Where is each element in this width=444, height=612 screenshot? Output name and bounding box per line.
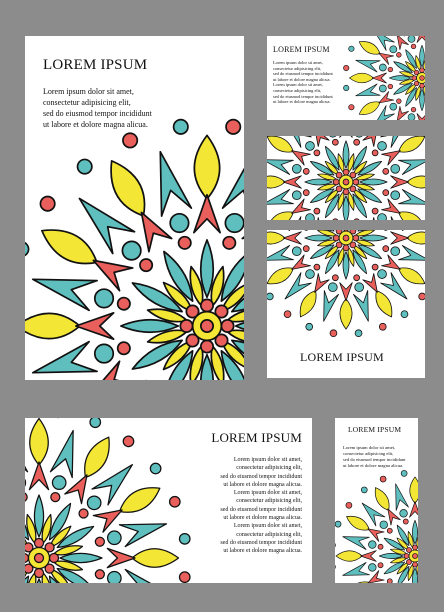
small-flyer-card xyxy=(335,418,418,583)
mandala-dot xyxy=(303,168,309,174)
mandala-shape xyxy=(407,176,425,188)
mandala-shape xyxy=(375,488,389,511)
mandala-dot xyxy=(123,436,134,447)
mandala-dot xyxy=(388,84,393,89)
mandala-dot xyxy=(387,579,392,583)
mandala-dot xyxy=(201,320,213,332)
mandala-dot xyxy=(346,502,352,508)
mandala-dot xyxy=(379,64,386,71)
mandala-shape xyxy=(397,106,409,120)
mandala-shape xyxy=(93,361,132,380)
mandala-dot xyxy=(179,572,190,583)
mandala-dot xyxy=(95,537,104,546)
mandala-dot xyxy=(403,519,408,524)
mandala-dot xyxy=(226,120,240,134)
large-flyer-card xyxy=(25,36,244,380)
mandala-dot xyxy=(391,247,400,256)
mandala-dot xyxy=(25,493,27,502)
mandala-shape xyxy=(324,291,339,322)
mandala-shape xyxy=(132,549,179,568)
mandala-shape xyxy=(93,510,122,532)
mandala-shape xyxy=(359,42,380,55)
mandala-dot xyxy=(401,311,408,318)
mandala-dot xyxy=(95,344,113,362)
mandala-dot xyxy=(174,120,188,134)
mandala-dot xyxy=(306,214,315,220)
mandala-shape xyxy=(410,502,418,518)
mandala-dot xyxy=(95,289,113,307)
mandala-shape xyxy=(65,475,87,504)
mandala-shape xyxy=(363,136,377,146)
mandala-shape xyxy=(388,509,401,525)
mandala-shape xyxy=(292,151,311,165)
mandala-dot xyxy=(225,214,243,232)
mandala-dot xyxy=(303,246,309,252)
mandala-dot xyxy=(412,545,417,550)
mandala-dot xyxy=(396,52,401,57)
mandala-dot xyxy=(333,179,339,185)
mandala-dot xyxy=(400,509,408,517)
mandala-shape xyxy=(382,151,401,165)
mandala-dot xyxy=(170,496,181,507)
mandala-dot xyxy=(333,235,339,241)
mandala-shape xyxy=(399,136,425,152)
mandala-dot xyxy=(343,169,349,175)
mandala-dot xyxy=(383,168,389,174)
mandala-dot xyxy=(420,68,425,73)
mandala-shape xyxy=(267,232,285,244)
mandala-shape xyxy=(336,551,362,561)
mandala-dot xyxy=(412,553,417,558)
mandala-shape xyxy=(42,230,97,263)
mandala-dot xyxy=(355,283,364,292)
mandala-dot xyxy=(328,283,337,292)
mandala-shape xyxy=(347,516,370,530)
mandala-dot xyxy=(343,245,349,251)
business-card-top-body: Lorem ipsum dolor sit amet, consectetur adipisicing elit, sed do eiusmod tempor incididunt ut labore et dolore magna alicua. Lorem ipsum dolor sit amet, consectetur adipisicing elit, sed do eiusmod tempor incididunt ut labore et dolore magna alicua. xyxy=(273,60,333,105)
mandala-shape xyxy=(300,291,316,317)
mandala-dot xyxy=(401,470,407,476)
mandala-dot xyxy=(390,103,397,110)
mandala-shape xyxy=(347,582,370,583)
business-card-top xyxy=(267,36,425,120)
mandala-shape xyxy=(223,152,244,216)
mandala-shape xyxy=(399,189,425,204)
mandala-dot xyxy=(118,298,130,310)
mandala-dot xyxy=(378,270,387,279)
mandala-shape xyxy=(160,152,191,216)
mandala-shape xyxy=(396,484,409,511)
mandala-shape xyxy=(353,291,368,322)
mandala-shape xyxy=(267,136,293,152)
mandala-dot xyxy=(387,528,392,533)
mandala-shape xyxy=(397,36,409,50)
mandala-dot xyxy=(378,544,383,549)
mandala-shape xyxy=(417,114,425,120)
mandala-ornament xyxy=(267,36,425,120)
mandala-shape xyxy=(372,73,386,83)
mandala-dot xyxy=(390,46,397,53)
mandala-dot xyxy=(372,150,378,156)
small-flyer-body: Lorem ipsum dolor sit amet, consectetur adipisicing elit, sed do eiusmod tempor incididunt ut labore et dolore magna alicua. xyxy=(343,445,406,468)
mandala-shape xyxy=(340,299,352,329)
mandala-dot xyxy=(267,293,273,300)
mandala-shape xyxy=(359,102,380,115)
mandala-shape xyxy=(376,291,392,317)
mandala-dot xyxy=(379,85,386,92)
mandala-dot xyxy=(411,107,416,112)
mandala-shape xyxy=(93,260,132,290)
mandala-dot xyxy=(383,246,389,252)
mandala-shape xyxy=(315,274,329,293)
mandala-dot xyxy=(180,320,192,332)
mandala-dot xyxy=(354,219,360,220)
mandala-shape xyxy=(343,537,370,550)
mandala-dot xyxy=(420,83,425,88)
mandala-dot xyxy=(35,569,44,578)
mandala-dot xyxy=(170,214,188,232)
mandala-dot xyxy=(354,275,360,281)
mandala-dot xyxy=(140,259,152,271)
mandala-shape xyxy=(356,84,380,96)
mandala-dot xyxy=(150,463,161,474)
mandala-dot xyxy=(284,311,291,318)
mandala-shape xyxy=(194,195,220,233)
mandala-dot xyxy=(35,539,44,548)
mandala-shape xyxy=(363,274,377,293)
mandala-shape xyxy=(361,551,377,562)
mandala-dot xyxy=(343,179,349,185)
mandala-shape xyxy=(343,562,370,575)
mandala-dot xyxy=(78,159,92,173)
mandala-dot xyxy=(380,521,388,529)
mandala-shape xyxy=(399,268,425,284)
mandala-shape xyxy=(119,524,166,547)
mandala-dot xyxy=(380,476,386,482)
mandala-dot xyxy=(419,293,425,300)
mandala-shape xyxy=(29,462,48,490)
mandala-dot xyxy=(368,564,376,572)
mandala-dot xyxy=(404,553,409,558)
mandala-dot xyxy=(412,562,417,567)
mandala-dot xyxy=(396,99,401,104)
mandala-dot xyxy=(343,235,349,241)
mandala-shape xyxy=(417,36,425,42)
mandala-shape xyxy=(25,576,29,583)
mandala-dot xyxy=(349,46,354,51)
mandala-dot xyxy=(332,219,338,220)
mandala-dot xyxy=(368,541,376,549)
mandala-shape xyxy=(340,283,353,301)
mandala-dot xyxy=(51,493,60,502)
mandala-shape xyxy=(107,548,135,567)
mandala-dot xyxy=(40,197,54,211)
mandala-shape xyxy=(399,212,425,220)
mandala-shape xyxy=(292,199,311,213)
mandala-dot xyxy=(378,142,387,151)
mandala-dot xyxy=(332,139,338,145)
mandala-dot xyxy=(179,534,190,545)
mandala-shape xyxy=(267,268,293,284)
mandala-shape xyxy=(85,437,109,477)
mandala-dot xyxy=(408,114,415,120)
mandala-shape xyxy=(33,342,97,373)
mandala-shape xyxy=(267,176,285,188)
mandala-shape xyxy=(379,53,394,65)
mandala-shape xyxy=(391,176,409,189)
mandala-dot xyxy=(306,270,315,279)
mandala-shape xyxy=(283,232,301,245)
business-card-pattern xyxy=(267,136,425,220)
mandala-dot xyxy=(79,509,88,518)
mandala-shape xyxy=(50,430,73,477)
mandala-shape xyxy=(356,60,380,72)
mandala-dot xyxy=(411,44,416,49)
mandala-shape xyxy=(141,212,171,251)
mandala-shape xyxy=(379,91,394,103)
mandala-dot xyxy=(221,320,233,332)
mandala-dot xyxy=(343,189,349,195)
mandala-dot xyxy=(108,531,122,545)
mandala-dot xyxy=(354,139,360,145)
mandala-shape xyxy=(25,313,80,338)
mandala-dot xyxy=(328,136,337,137)
mandala-dot xyxy=(353,235,359,241)
mandala-dot xyxy=(378,563,383,568)
mandala-dot xyxy=(335,521,341,527)
mandala-ornament xyxy=(267,136,425,220)
mandala-dot xyxy=(292,247,301,256)
mandala-ornament xyxy=(335,418,418,583)
small-flyer-title: LOREM IPSUM xyxy=(348,425,402,434)
mandala-dot xyxy=(50,554,59,563)
mandala-shape xyxy=(267,230,293,231)
mandala-dot xyxy=(52,476,65,490)
mandala-dot xyxy=(412,76,417,81)
mandala-dot xyxy=(355,330,362,337)
mandala-shape xyxy=(368,571,384,583)
mandala-dot xyxy=(378,214,387,220)
mandala-dot xyxy=(408,36,415,42)
mandala-dot xyxy=(303,190,309,196)
mandala-shape xyxy=(267,245,293,260)
mandala-dot xyxy=(361,487,367,493)
mandala-shape xyxy=(407,232,425,244)
mandala-shape xyxy=(292,255,311,269)
mandala-dot xyxy=(372,264,378,270)
mandala-shape xyxy=(33,279,97,310)
mandala-dot xyxy=(108,571,122,583)
mandala-ornament xyxy=(25,36,244,380)
mandala-shape xyxy=(363,218,377,220)
mandala-dot xyxy=(123,133,137,147)
mandala-shape xyxy=(340,136,353,137)
mandala-dot xyxy=(330,330,337,337)
mandala-dot xyxy=(90,418,101,427)
large-flyer-body: Lorem ipsum dolor sit amet, consectetur adipisicing elit, sed do eiusmod tempor incididunt ut labore et dolore magna alicua. xyxy=(43,87,152,129)
mandala-shape xyxy=(382,199,401,213)
mandala-dot xyxy=(383,190,389,196)
mandala-dot xyxy=(314,264,320,270)
mandala-dot xyxy=(292,164,301,173)
mandala-shape xyxy=(30,419,49,466)
business-card-bottom xyxy=(267,230,425,378)
mandala-dot xyxy=(314,208,320,214)
mandala-shape xyxy=(25,430,28,477)
mandala-shape xyxy=(267,160,293,175)
mandala-dot xyxy=(372,208,378,214)
mandala-shape xyxy=(315,136,329,146)
mandala-shape xyxy=(399,245,425,260)
mandala-dot xyxy=(343,85,348,90)
mandala-dot xyxy=(306,142,315,151)
landscape-flyer-card xyxy=(25,418,312,583)
mandala-dot xyxy=(391,191,400,200)
mandala-dot xyxy=(314,150,320,156)
mandala-dot xyxy=(343,65,348,70)
landscape-flyer-title: LOREM IPSUM xyxy=(211,430,302,445)
mandala-shape xyxy=(76,313,114,339)
mandala-dot xyxy=(306,323,313,330)
mandala-shape xyxy=(382,255,401,269)
mandala-shape xyxy=(349,73,373,83)
landscape-flyer-body: Lorem ipsum dolor sit amet, consectetur adipisicing elit, sed do eiusmod tempor incididunt ut labore et dolore magna alicua. Lorem ipsum dolor sit amet, consectetur adipisicing elit, sed do eiusmod tempor incididunt ut labore et dolore magna alicua. Lorem ipsum dolor sit amet, consectetur adipisicing elit, sed do eiusmod tempor incididunt ut labore et dolore magna alicua. xyxy=(220,457,302,555)
mandala-dot xyxy=(25,476,26,490)
mandala-shape xyxy=(315,218,329,220)
mandala-dot xyxy=(292,191,301,200)
mandala-dot xyxy=(349,105,354,110)
mandala-dot xyxy=(35,554,44,563)
mandala-dot xyxy=(201,340,213,352)
mandala-shape xyxy=(391,232,409,245)
mandala-shape xyxy=(399,230,425,231)
mandala-shape xyxy=(111,161,144,216)
mandala-shape xyxy=(283,176,301,189)
business-card-bottom-title: LOREM IPSUM xyxy=(300,350,384,364)
mandala-shape xyxy=(399,160,425,175)
mandala-dot xyxy=(388,67,393,72)
business-card-top-title: LOREM IPSUM xyxy=(273,45,330,54)
mandala-dot xyxy=(122,241,140,259)
mandala-shape xyxy=(368,529,384,542)
mandala-dot xyxy=(420,76,425,81)
mandala-dot xyxy=(87,496,101,510)
mandala-dot xyxy=(379,323,386,330)
mandala-dot xyxy=(353,179,359,185)
mandala-shape xyxy=(410,477,418,503)
mandala-shape xyxy=(119,569,166,583)
mandala-dot xyxy=(118,342,130,354)
mandala-shape xyxy=(194,135,219,199)
mandala-dot xyxy=(223,237,235,249)
mandala-dot xyxy=(201,299,213,311)
large-flyer-title: LOREM IPSUM xyxy=(43,57,148,73)
mandala-shape xyxy=(267,189,293,204)
mandala-dot xyxy=(332,275,338,281)
mandala-shape xyxy=(120,488,160,512)
mandala-dot xyxy=(179,237,191,249)
mandala-dot xyxy=(355,136,364,137)
mandala-dot xyxy=(391,164,400,173)
mandala-dot xyxy=(95,570,104,579)
mandala-shape xyxy=(267,212,293,220)
mandala-dot xyxy=(25,242,29,256)
